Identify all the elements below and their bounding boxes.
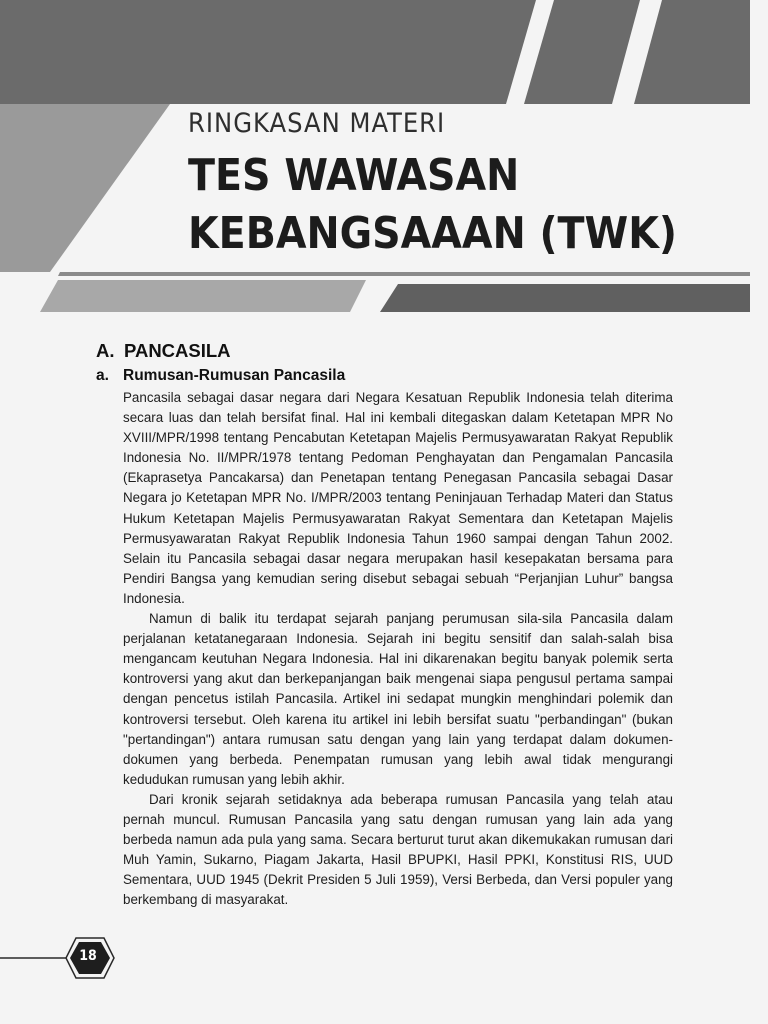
subsection-heading bbox=[96, 364, 676, 388]
chapter-header bbox=[0, 0, 768, 320]
header-left-block bbox=[0, 104, 170, 272]
paragraph-1: Pancasila sebagai dasar negara dari Negara Kesatuan Republik Indonesia telah diterima secara luas dan telah bersifat final. Hal ini kembali ditegaskan dalam Ketetapan MPR No XVIII/MPR/1998 tentang Pencabutan Ketetapan Majelis Permusyawaratan Rakyat Republik Indonesia No. II/MPR/1978 tentang Pedoman Penghayatan dan Pengamalan Pancasila (Ekaprasetya Pancakarsa) dan Penetapan tentang Penegasan Pancasila sebagai Dasar Negara jo Ketetapan MPR No. I/MPR/2003 tentang Peninjauan Terhadap Materi dan Status Hukum Ketetapan Majelis Permusyawaratan Rakyat Sementara dan Ketetapan Majelis Permusyawaratan Rakyat Republik Indonesia Tahun 1960 sampai dengan Tahun 2002. Selain itu Pancasila sebagai dasar negara merupakan hasil kesepakatan bersama para Pendiri Bangsa yang kemudian sering disebut sebagai sebuah “Perjanjian Luhur” bangsa Indonesia. bbox=[123, 390, 673, 606]
paragraph-3: Dari kronik sejarah setidaknya ada beberapa rumusan Pancasila yang telah atau pernah muncul. Rumusan Pancasila yang satu dengan rumusan yang lain ada yang berbeda namun ada pula yang sama. Secara berturut turut akan dikemukakan rumusan dari Muh Yamin, Sukarno, Piagam Jakarta, Hasil BPUPKI, Hasil PPKI, Konstitusi RIS, UUD Sementara, UUD 1945 (Dekrit Presiden 5 Juli 1959), Versi Berbeda, dan Versi populer yang berkembang di masyarakat. bbox=[123, 791, 673, 908]
section-heading bbox=[96, 338, 676, 364]
chapter-kicker: RINGKASAN MATERI bbox=[188, 108, 446, 139]
chapter-title-line-2: KEBANGSAAAN (TWK) bbox=[188, 208, 678, 259]
section-title: PANCASILA bbox=[124, 340, 231, 361]
section-number: A. bbox=[96, 340, 115, 361]
paragraph-2: Namun di balik itu terdapat sejarah panjang perumusan sila-sila Pancasila dalam perjalanan ketatanegaraan Indonesia. Sejarah ini begitu sensitif dan salah-salah bisa mengancam keutuhan Negara Indonesia. Hal ini dikarenakan begitu banyak polemik serta kontroversi yang akut dan berkepanjangan baik mengenai siapa pengusul pertama sampai dengan pencetus istilah Pancasila. Artikel ini sedapat mungkin menghindari polemik dan kontroversi tersebut. Oleh karena itu artikel ini lebih bersifat suatu "perbandingan" (bukan "pertandingan") antara rumusan satu dengan yang lain yang terdapat dalam dokumen-dokumen yang berbeda. Penempatan rumusan yang lebih awal tidak mengurangi kedudukan rumusan yang lebih akhir. bbox=[123, 611, 673, 787]
header-bottom-right-block bbox=[380, 284, 750, 312]
page-number: 18 bbox=[79, 948, 97, 964]
chapter-title-line-1: TES WAWASAN bbox=[188, 150, 520, 201]
header-rule bbox=[58, 272, 750, 276]
subsection-title: Rumusan-Rumusan Pancasila bbox=[123, 367, 346, 384]
main-content bbox=[96, 338, 676, 910]
subsection-number: a. bbox=[96, 367, 109, 384]
body-text bbox=[123, 388, 673, 910]
header-bottom-left-block bbox=[40, 280, 366, 312]
